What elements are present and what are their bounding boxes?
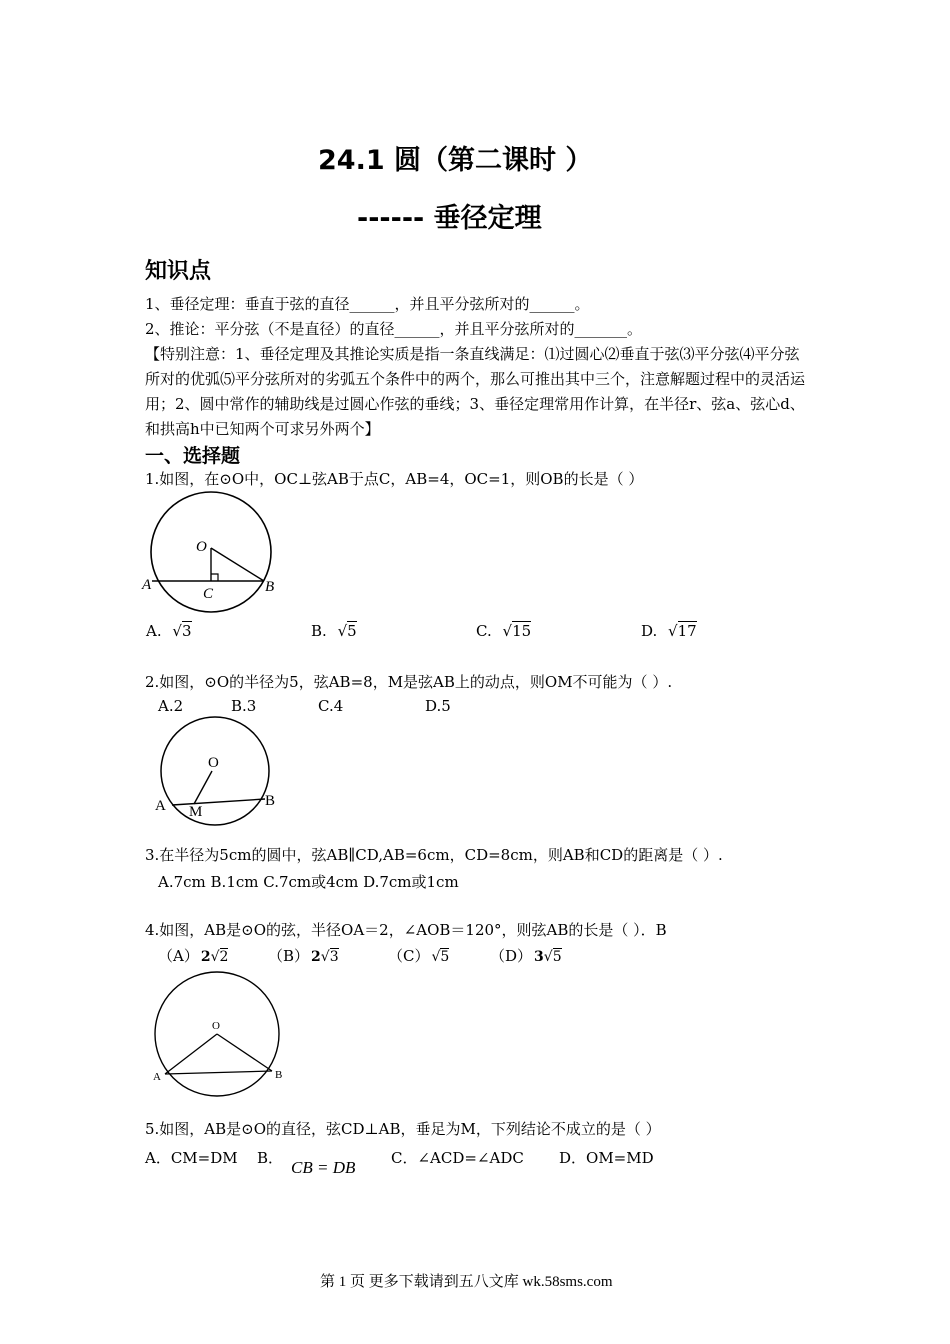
page-footer: 第 1 页 更多下载请到五八文库 wk.58sms.com [320, 1274, 613, 1290]
q1-stem: 1.如图，在⊙O中，OC⊥弦AB于点C，AB=4，OC=1，则OB的长是（ ） [145, 470, 644, 488]
q1-option-c: C. √15 [476, 622, 532, 640]
q3-options: A.7cm B.1cm C.7cm或4cm D.7cm或1cm [158, 873, 459, 891]
q5-stem: 5.如图，AB是⊙O的直径，弦CD⊥AB，垂足为M，下列结论不成立的是（ ） [145, 1120, 661, 1138]
q2-option-b: B.3 [231, 697, 257, 715]
page-subtitle: ------ 垂径定理 [357, 203, 542, 234]
q4-segment-oa [165, 1034, 217, 1074]
q1-label-a: A [142, 577, 152, 593]
q1-figure [140, 490, 290, 620]
q1-right-angle [211, 574, 218, 581]
q2-option-d: D.5 [425, 697, 451, 715]
q2-chord-ab [172, 799, 265, 805]
q4-option-d: （D） 3√5 [490, 947, 562, 965]
q4-chord-ab [165, 1071, 272, 1074]
q5-option-b: B． [257, 1149, 284, 1167]
q5-option-c: C．∠ACD=∠ADC [391, 1149, 524, 1167]
page-title: 24.1 圆（第二课时 ） [318, 145, 593, 176]
q1-option-d: D. √17 [641, 622, 697, 640]
q4-label-b: B [275, 1069, 283, 1081]
q4-label-a: A [153, 1071, 161, 1083]
q1-label-c: C [203, 586, 214, 602]
q2-circle [161, 717, 269, 825]
q1-label-b: B [265, 579, 275, 595]
q1-segment-ob [211, 548, 264, 581]
q4-label-o: O [212, 1020, 220, 1032]
knowledge-note: 【特别注意：1、垂径定理及其推论实质是指一条直线满足：⑴过圆心⑵垂直于弦⑶平分弦⑷平分弦所对的优弧⑸平分弦所对的劣弧五个条件中的两个，那么可推出其中三个，注意解题过程中的灵活运用；2、圆中常作的辅助线是过圆心作弦的垂线；3、垂径定理常用作计算，在半径r、弦a、弦心d、和拱高h中已知两个可求另外两个】 [145, 345, 806, 438]
q5-option-a: A．CM=DM [145, 1149, 238, 1167]
q1-option-a: A. √3 [146, 622, 192, 640]
q1-option-b: B. √5 [311, 622, 357, 640]
q2-segment-om [194, 771, 212, 804]
q4-segment-ob [217, 1034, 272, 1071]
knowledge-item-2: 2、推论：平分弦（不是直径）的直径______，并且平分弦所对的_______。 [145, 320, 643, 338]
q2-label-a: A [155, 798, 166, 814]
q4-option-b: （B） 2√3 [268, 947, 339, 965]
q2-label-o: O [208, 755, 219, 771]
q1-label-o: O [196, 539, 207, 555]
q2-option-c: C.4 [318, 697, 344, 715]
q4-stem: 4.如图，AB是⊙O的弦，半径OA＝2，∠AOB＝120°，则弦AB的长是（ ）．B [145, 921, 667, 939]
q2-label-m: M [189, 804, 203, 820]
knowledge-heading: 知识点 [145, 259, 212, 284]
q5-option-b-expr: CB = DB [291, 1158, 356, 1177]
q4-option-c: （C） √5 [388, 947, 450, 965]
knowledge-item-1: 1、垂径定理：垂直于弦的直径______，并且平分弦所对的______。 [145, 295, 590, 313]
q2-label-b: B [265, 793, 276, 809]
q5-option-d: D．OM=MD [559, 1149, 654, 1167]
q3-stem: 3.在半径为5cm的圆中，弦AB∥CD,AB=6cm，CD=8cm，则AB和CD的距离是（ ）. [145, 846, 723, 864]
q4-figure [145, 968, 295, 1108]
section-heading: 一、选择题 [145, 445, 241, 467]
q2-option-a: A.2 [158, 697, 184, 715]
q2-stem: 2.如图，⊙O的半径为5，弦AB=8，M是弦AB上的动点，则OM不可能为（ ）. [145, 673, 673, 691]
q4-option-a: （A） 2√2 [158, 947, 229, 965]
q2-figure [150, 715, 285, 830]
